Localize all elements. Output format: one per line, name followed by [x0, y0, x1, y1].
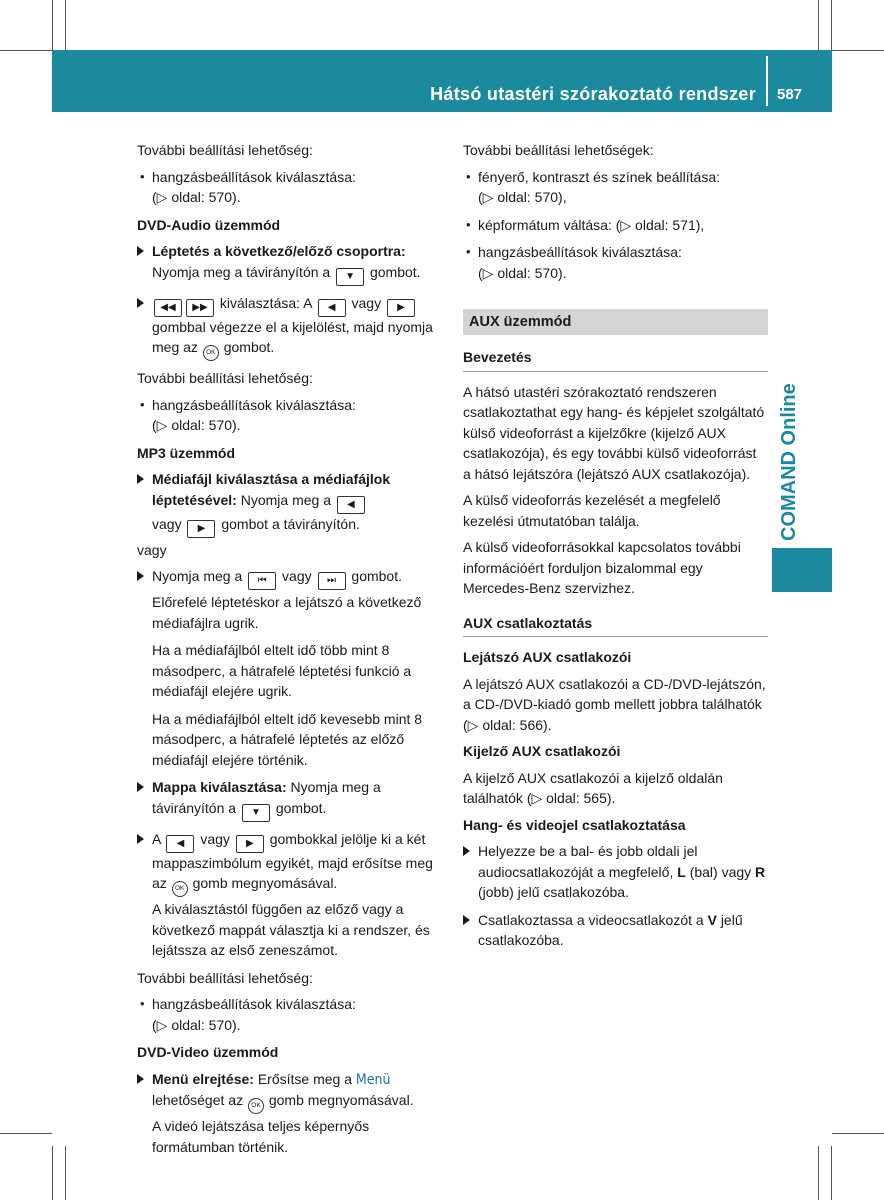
- right-column: [463, 140, 768, 958]
- crop-mark: [65, 1146, 66, 1200]
- right-key-icon: ▶: [236, 835, 264, 853]
- step-arrow-icon: [137, 1074, 144, 1084]
- instruction-step: Csatlakoztassa a videocsatlakozót a V jelű csatlakozóba.: [463, 910, 768, 951]
- crop-mark: [52, 1146, 53, 1200]
- step-arrow-icon: [463, 915, 470, 925]
- crop-mark: [831, 0, 832, 50]
- instruction-step: Nyomja meg a ⏮ vagy ⏭ gombot.: [137, 566, 442, 590]
- left-key-icon: ◀: [337, 496, 365, 514]
- paragraph: Ha a médiafájlból eltelt idő kevesebb mint 8 másodperc, a hátrafelé léptetés az előző médiafájl elejére történik.: [152, 710, 423, 768]
- section-heading: AUX csatlakoztatás: [463, 613, 768, 638]
- skip-forward-key-icon: ⏭: [318, 572, 346, 590]
- paragraph: További beállítási lehetőség:: [137, 142, 313, 158]
- crop-mark: [832, 1133, 884, 1134]
- bullet-icon: •: [466, 216, 471, 232]
- paragraph: vagy: [137, 541, 167, 558]
- paragraph: A külső videoforrásokkal kapcsolatos további információért forduljon bizalommal egy Mercedes-Benz szervizhez.: [463, 539, 741, 596]
- paragraph: A lejátszó AUX csatlakozói a CD-/DVD-lejátszón, a CD-/DVD-kiadó gomb mellett jobbra találhatók (▷ oldal: 566).: [463, 675, 766, 733]
- section-heading: DVD-Video üzemmód: [137, 1044, 279, 1060]
- instruction-step: Helyezze be a bal- és jobb oldali jel audiocsatlakozóját a megfelelő, L (bal) vagy R (jobb) jelű csatlakozóba.: [463, 841, 768, 903]
- bullet-icon: •: [466, 168, 471, 184]
- header-divider: [766, 56, 768, 106]
- section-heading: Bevezetés: [463, 347, 768, 372]
- list-item: • képformátum váltása: (▷ oldal: 571),: [463, 215, 768, 236]
- step-arrow-icon: [137, 246, 144, 256]
- step-arrow-icon: [463, 846, 470, 856]
- crop-mark: [832, 50, 884, 51]
- section-title-box: AUX üzemmód: [463, 309, 768, 335]
- right-key-icon: ▶: [187, 520, 215, 538]
- step-arrow-icon: [137, 782, 144, 792]
- list-item: • hangzásbeállítások kiválasztása: (▷ oldal: 570).: [466, 244, 682, 281]
- bullet-icon: •: [140, 396, 145, 412]
- paragraph: Előrefelé léptetéskor a lejátszó a következő médiafájlra ugrik.: [152, 594, 422, 631]
- list-item: • fényerő, kontraszt és színek beállítása: (▷ oldal: 570),: [466, 168, 721, 205]
- down-key-icon: ▼: [242, 804, 270, 822]
- paragraph: További beállítási lehetőség:: [137, 370, 313, 386]
- right-key-icon: ▶: [387, 299, 415, 317]
- bullet-icon: •: [140, 996, 145, 1011]
- fast-forward-key-icon: ▶▶: [186, 299, 214, 317]
- crop-mark: [831, 1146, 832, 1200]
- skip-back-key-icon: ⏮: [248, 572, 276, 590]
- step-arrow-icon: [137, 834, 144, 844]
- instruction-step: ◀◀ ▶▶ kiválasztása: A ◀ vagy ▶ gombbal végezze el a kijelölést, majd nyomja meg az OK gombot.: [137, 293, 442, 362]
- left-key-icon: ◀: [166, 835, 194, 853]
- paragraph: A külső videoforrás kezelését a megfelelő kezelési útmutatóban találja.: [463, 492, 721, 529]
- subsection-heading: Lejátszó AUX csatlakozói: [463, 649, 632, 665]
- chapter-side-label: COMAND Online: [778, 383, 800, 541]
- left-key-icon: ◀: [318, 299, 346, 317]
- ok-button-icon: OK: [172, 881, 188, 897]
- paragraph: A videó lejátszása teljes képernyős formátumban történik.: [152, 1118, 370, 1155]
- down-key-icon: ▼: [336, 268, 364, 286]
- step-arrow-icon: [137, 571, 144, 581]
- step-arrow-icon: [137, 474, 144, 484]
- instruction-step: Médiafájl kiválasztása a médiafájlok léptetésével: Nyomja meg a ◀ vagy ▶ gombot a távirányítón.: [137, 469, 442, 538]
- crop-mark: [0, 50, 52, 51]
- step-arrow-icon: [137, 298, 144, 308]
- left-column: [137, 140, 442, 1164]
- menu-option-label: Menü: [355, 1071, 391, 1088]
- list-item: • hangzásbeállítások kiválasztása: (▷ oldal: 570).: [140, 168, 356, 205]
- bullet-icon: •: [466, 244, 471, 259]
- paragraph: További beállítási lehetőség:: [137, 969, 313, 986]
- paragraph: A kiválasztástól függően az előző vagy a következő mappát választja ki a rendszer, és lejátssza az első zeneszámot.: [152, 901, 430, 958]
- section-heading: MP3 üzemmód: [137, 444, 236, 461]
- instruction-step: A ◀ vagy ▶ gombokkal jelölje ki a két mappaszimbólum egyikét, majd erősítse meg az OK gomb megnyomásával.: [137, 829, 442, 898]
- instruction-step: Mappa kiválasztása: Nyomja meg a távirányítón a ▼ gombot.: [137, 777, 442, 822]
- paragraph: A kijelző AUX csatlakozói a kijelző oldalán találhatók (▷ oldal: 565).: [463, 769, 723, 806]
- chapter-tab: [772, 548, 832, 592]
- subsection-heading: Hang- és videojel csatlakoztatása: [463, 816, 686, 833]
- crop-mark: [818, 0, 819, 50]
- ok-button-icon: OK: [203, 345, 219, 361]
- section-heading: DVD-Audio üzemmód: [137, 216, 281, 233]
- paragraph: A hátsó utastéri szórakoztató rendszeren csatlakoztathat egy hang- és képjelet szolgáltató külső videoforrást a kijelzőkre (kijelző AUX csatlakozója), és egy további külső videoforrást a hátsó lejátszóra (lejátszó AUX csatlakozója).: [463, 383, 765, 482]
- crop-mark: [0, 1133, 52, 1134]
- paragraph: További beállítási lehetőségek:: [463, 142, 654, 158]
- page-number: 587: [777, 86, 803, 103]
- subsection-heading: Kijelző AUX csatlakozói: [463, 743, 621, 759]
- list-item: • hangzásbeállítások kiválasztása: (▷ oldal: 570).: [140, 396, 356, 433]
- crop-mark: [52, 0, 53, 50]
- instruction-step: Léptetés a következő/előző csoportra: Nyomja meg a távirányítón a ▼ gombot.: [137, 241, 442, 286]
- list-item: • hangzásbeállítások kiválasztása: (▷ oldal: 570).: [140, 996, 356, 1033]
- bullet-icon: •: [140, 168, 145, 184]
- crop-mark: [65, 0, 66, 50]
- page-title: Hátsó utastéri szórakoztató rendszer: [430, 84, 756, 104]
- rewind-key-icon: ◀◀: [154, 299, 182, 317]
- instruction-step: Menü elrejtése: Erősítse meg a Menü lehetőséget az OK gomb megnyomásával.: [137, 1069, 442, 1115]
- paragraph: Ha a médiafájlból eltelt idő több mint 8 másodperc, a hátrafelé léptetési funkció a médiafájl elejére ugrik.: [152, 642, 412, 699]
- crop-mark: [818, 1146, 819, 1200]
- ok-button-icon: OK: [248, 1098, 264, 1114]
